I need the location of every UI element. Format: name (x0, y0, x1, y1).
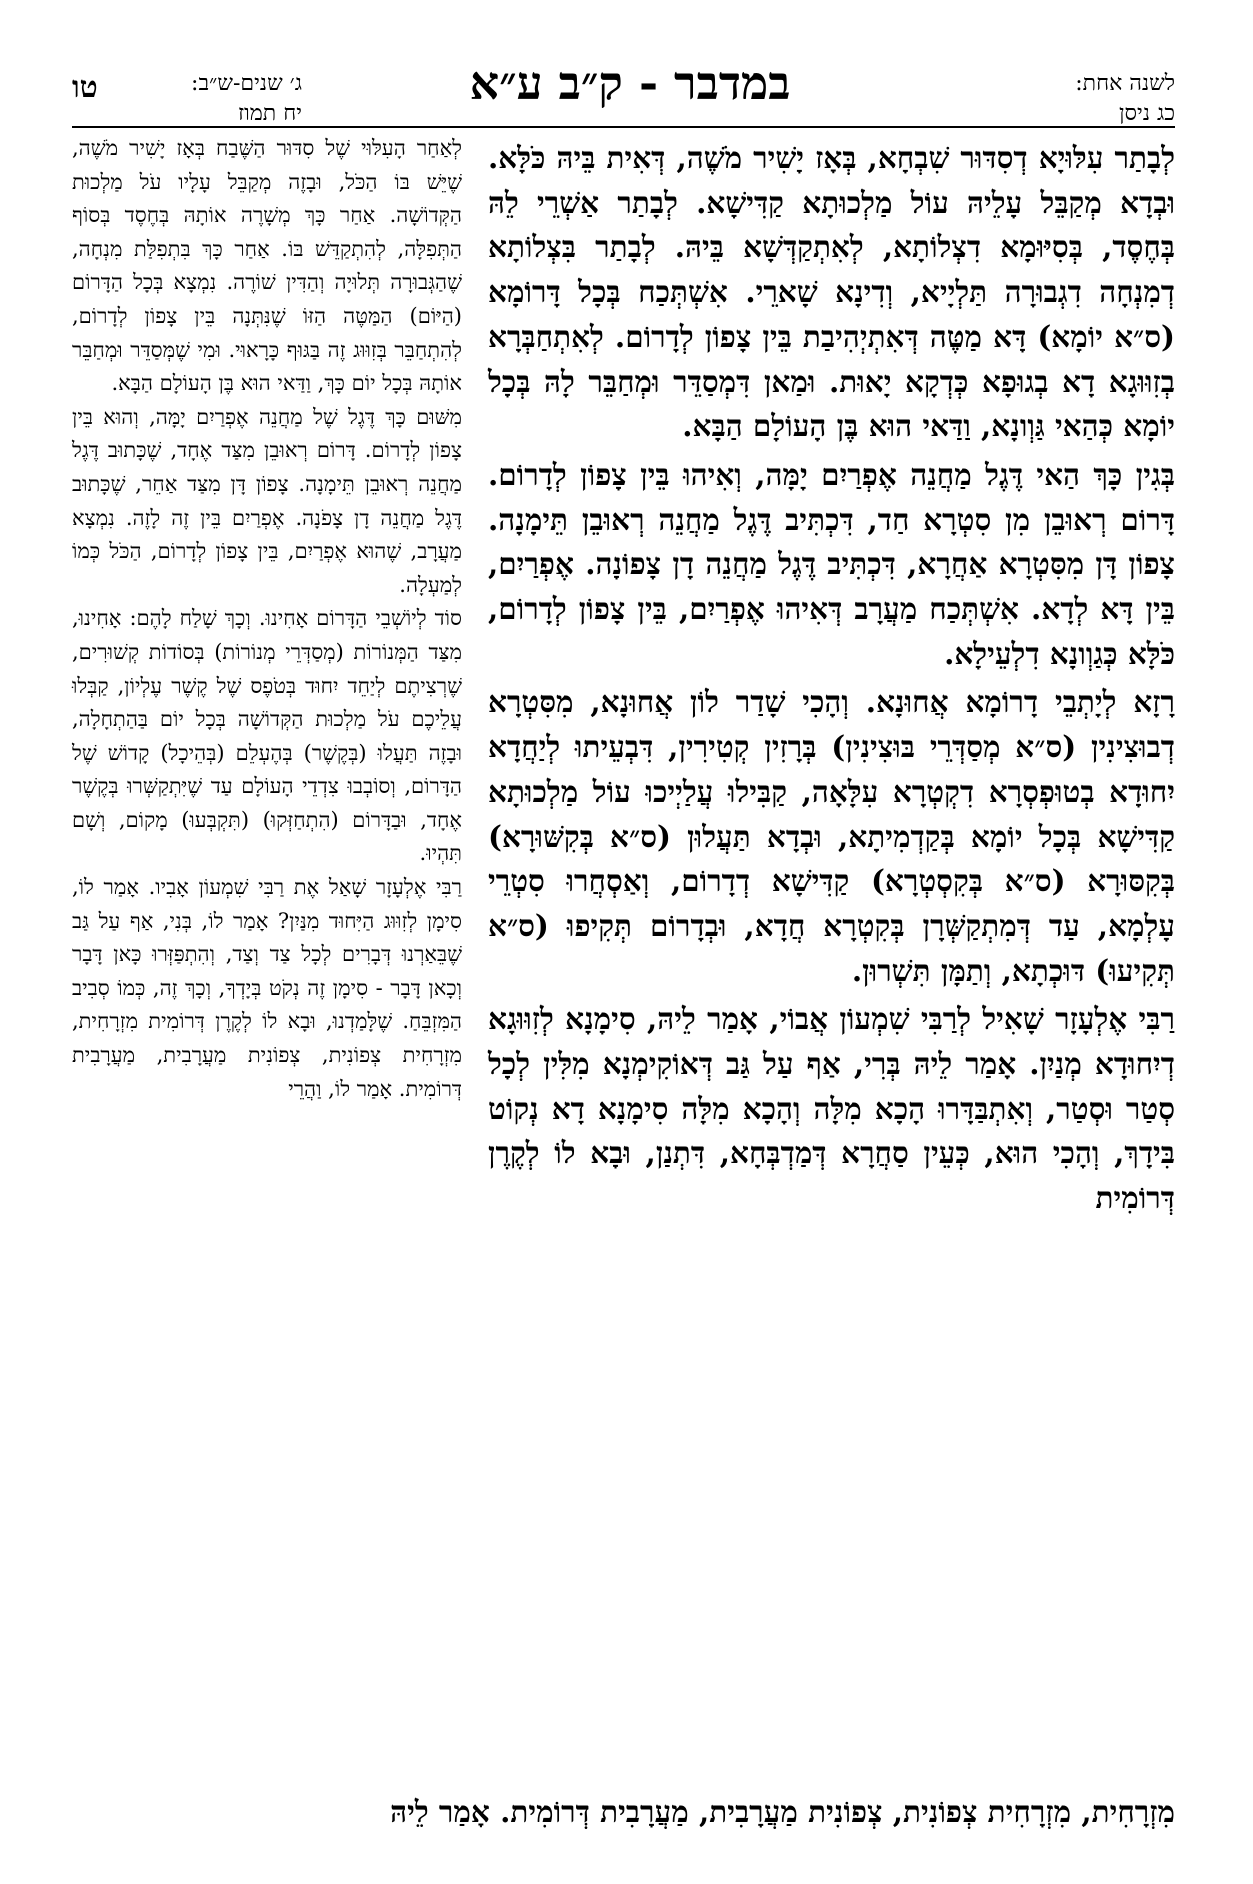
header-right (1075, 70, 1175, 130)
commentary-paragraph-2: מִשּׁוּם כָּךְ דֶּגֶל שֶׁל מַחֲנֵה אֶפְרַיִם יָמָּה, וְהוּא בֵּין צָפוֹן לְדָרוֹם. דָּרוֹם רְאוּבֵן מִצַּד אֶחָד, שֶׁכָּתוּב דֶּגֶל מַחֲנֵה רְאוּבֵן תֵּימָנָה. צָפוֹן דָּן מִצַּד אַחֵר, שֶׁכָּתוּב דֶּגֶל מַחֲנֵה דָן צָפֹנָה. אֶפְרַיִם בֵּין זֶה לָזֶה. נִמְצָא מַעֲרָב, שֶׁהוּא אֶפְרַיִם, בֵּין צָפוֹן לְדָרוֹם, הַכֹּל כְּמוֹ לְמַעְלָה. (72, 404, 462, 597)
main-paragraph-3: רָזָא לְיָתְבֵי דָרוֹמָא אֲחוּנָא. וְהָכִי שָׁדַר לוֹן אֲחוּנָא, מִסִּטְרָא דְבוּצִינִין (ס״א מְסַדְּרֵי בּוּצִינִין) בְּרָזִין קְטִירִין, דִּבְעֵיתוּ לְיַחֲדָא יִחוּדָא בְטוּפְסְרָא דִקְטְרָא עִלָּאָה, קַבִּילוּ עֲלַיְיכוּ עוֹל מַלְכוּתָא קַדִּישָׁא בְּכָל יוֹמָא בְּקַדְמִיתָא, וּבְדָא תַּעֲלוּן (ס״א בְּקִשּׁוּרָא) בְּקִסּוּרָא (ס״א בְּקִסְטְרָא) קַדִּישָׁא דְדָרוֹם, וְאַסְחֲרוּ סִטְרֵי עָלְמָא, עַד דְּמִתְקַשְּׁרָן בְּקִטְרָא חֲדָא, וּבְדָרוֹם תְּקִיפוּ (ס״א תְּקִיעוּ) דּוּכְתָא, וְתַמָּן תִּשְׁרוּן. (488, 684, 1175, 988)
page-number: טו (72, 70, 98, 105)
commentary-paragraph-1: לְאַחַר הָעִלּוּי שֶׁל סִדּוּר הַשֶּׁבַח בְּאָז יָשִׁיר מֹשֶׁה, שֶׁיֵּשׁ בּוֹ הַכֹּל, וּבָזֶה מְקַבֵּל עָלָיו עֹל מַלְכוּת הַקְּדוֹשָׁה. אַחַר כָּךְ מְשָׁרֶה אוֹתָהּ בְּחֶסֶד בְּסוֹף הַתְּפִלָּה, לְהִתְקַדֵּשׁ בּוֹ. אַחַר כָּךְ בִּתְפִלַּת מִנְחָה, שֶׁהַגְּבוּרָה תְּלוּיָה וְהַדִּין שׁוֹרֶה. נִמְצָא בְּכָל הַדָּרוֹם (הַיּוֹם) הַמַּטֶּה הַזּוֹ שֶׁנִּתְּנָה בֵּין צָפוֹן לְדָרוֹם, לְהִתְחַבֵּר בְּזִוּוּג זֶה בַּגּוּף כָּרָאוּי. וּמִי שֶׁמְּסַדֵּר וּמְחַבֵּר אוֹתָהּ בְּכָל יוֹם כָּךְ, וַדַּאי הוּא בֶּן הָעוֹלָם הַבָּא. (72, 136, 462, 396)
commentary-paragraph-3: סוֹד לְיוֹשְׁבֵי הַדָּרוֹם אָחִינוּ. וְכָךְ שָׁלַח לָהֶם: אָחִינוּ, מִצַּד הַמְּנוֹרוֹת (מְסַדְּרֵי מְנוֹרוֹת) בְּסוֹדוֹת קְשׁוּרִים, שֶׁרְצִיתֶם לְיַחֵד יִחוּד בְּטֹפֶס שֶׁל קֶשֶׁר עֶלְיוֹן, קַבְּלוּ עֲלֵיכֶם עֹל מַלְכוּת הַקְּדוֹשָׁה בְּכָל יוֹם בַּהַתְחָלָה, וּבָזֶה תַּעֲלוּ (בְּקֶשֶׁר) בְּהֶעְלֵם (בְּהֵיכָל) קָדוֹשׁ שֶׁל הַדָּרוֹם, וְסוֹבְבוּ צִדְדֵי הָעוֹלָם עַד שֶׁיִּתְקַשְּׁרוּ בְּקֶשֶׁר אֶחָד, וּבַדָּרוֹם (הִתְחַזְּקוּ) (תִּקְבְּעוּ) מָקוֹם, וְשָׁם תִּהְיוּ. (72, 606, 463, 866)
header-left-line-2: יח תמוז (237, 101, 302, 126)
header-right-line-1: לשנה אחת: (1075, 71, 1175, 96)
header-divider (72, 126, 1175, 128)
main-text-bottom-line: מִזְרָחִית, מִזְרָחִית צְפוֹנִית, צְפוֹנִית מַעֲרָבִית, מַעֲרָבִית דְּרוֹמִית. אָמַר לֵיהּ (390, 1794, 1175, 1829)
main-text-column (488, 136, 1175, 1225)
page-title: במדבר - ק״ב ע״א (469, 56, 791, 110)
commentary-paragraph-4: רַבִּי אֶלְעָזָר שָׁאַל אֶת רַבִּי שִׁמְעוֹן אָבִיו. אָמַר לוֹ, סִימָן לְזִוּוּג הַיִּחוּד מִנַּיִן? אָמַר לוֹ, בְּנִי, אַף עַל גַּב שֶׁבֵּאַרְנוּ דְּבָרִים לְכָל צַד וְצַד, וְהִתְפַּזְּרוּ כָּאן דָּבָר וְכָאן דָּבָר - סִימָן זֶה נְקֹט בְּיָדְךָ, וְכָךְ זֶה, כְּמוֹ סְבִיב הַמִּזְבֵּחַ. שֶׁלָּמַדְנוּ, וּבָא לוֹ לְקֶרֶן דְּרוֹמִית מִזְרָחִית, מִזְרָחִית צְפוֹנִית, צְפוֹנִית מַעֲרָבִית, מַעֲרָבִית דְּרוֹמִית. אָמַר לוֹ, וַהֲרֵי (72, 875, 462, 1101)
header-left-line-1: ג׳ שנים-ש״ב: (191, 71, 302, 96)
main-paragraph-1: לְבָתַר עִלּוּיָא דְסִדּוּר שִׁבְחָא, בְּאָז יָשִׁיר מֹשֶׁה, דְּאִית בֵּיהּ כֹּלָּא. וּבְדָא מְקַבֵּל עָלֵיהּ עוֹל מַלְכוּתָא קַדִּישָׁא. לְבָתַר אַשְׁרֵי לֵהּ בְּחֶסֶד, בְּסִיּוּמָא דִצְלוֹתָא, לְאִתְקַדְּשָׁא בֵּיהּ. לְבָתַר בִּצְלוֹתָא דְמִנְחָה דִגְבוּרָה תַּלְיָיא, וְדִינָא שָׁארֵי. אִשְׁתְּכַח בְּכָל דָּרוֹמָא (ס״א יוֹמָא) דָּא מַטֶּה דְּאִתְיְהִיבַת בֵּין צָפוֹן לְדָרוֹם. לְאִתְחַבְּרָא בְזִוּוּגָא דָא בְגוּפָא כְּדְקָא יָאוּת. וּמַאן דִּמְסַדֵּר וּמְחַבֵּר לָהּ בְּכָל יוֹמָא כְּהַאי גַּוְונָא, וַדַּאי הוּא בֶּן הָעוֹלָם הַבָּא. (488, 140, 1175, 444)
commentary-column (72, 132, 462, 1106)
header-right-line-2: כג ניסן (1118, 101, 1175, 126)
main-paragraph-4: רַבִּי אֶלְעָזָר שָׁאִיל לְרַבִּי שִׁמְעוֹן אֲבוֹי, אָמַר לֵיהּ, סִימָנָא לְזִוּוּגָא דְיִחוּדָא מְנַיִן. אָמַר לֵיהּ בְּרִי, אַף עַל גַּב דְּאוֹקִימְנָא מִלִּין לְכָל סְטַר וּסְטַר, וְאִתְבַּדָּרוּ הָכָא מִלָּה וְהָכָא מִלָּה סִימָנָא דָא נְקוֹט בִּידָךְ, וְהָכִי הוּא, כְּעֵין סַחֲרָא דְּמַדְבְּחָא, דִּתְנַן, וּבָא לוֹ לְקֶרֶן דְּרוֹמִית (488, 1001, 1175, 1216)
main-paragraph-2: בְּגִין כָּךְ הַאי דֶּגֶל מַחֲנֵה אֶפְרַיִם יָמָּה, וְאִיהוּ בֵּין צָפוֹן לְדָרוֹם. דָּרוֹם רְאוּבֵן מִן סִטְרָא חַד, דִּכְתִּיב דֶּגֶל מַחֲנֵה רְאוּבֵן תֵּימָנָה. צָפוֹן דָּן מִסִּטְרָא אַחֲרָא, דִּכְתִּיב דֶּגֶל מַחֲנֵה דָן צָפוֹנָה. אֶפְרַיִם, בֵּין דָּא לְדָא. אִשְׁתְּכַח מַעֲרָב דְּאִיהוּ אֶפְרַיִם, בֵּין צָפוֹן לְדָרוֹם, כֹּלָּא כְּגַוְונָא דִלְעֵילָא. (488, 456, 1175, 671)
